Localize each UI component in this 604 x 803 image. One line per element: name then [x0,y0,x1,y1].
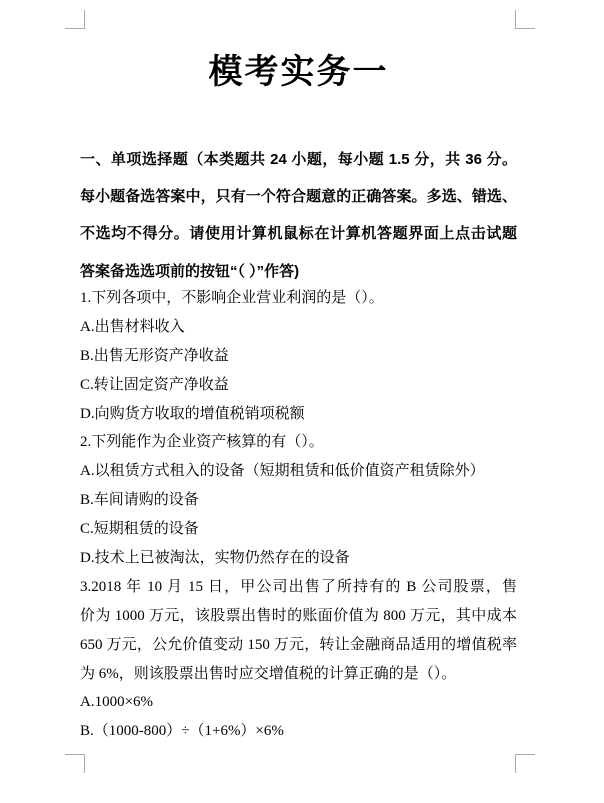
instructions-line: 答案备选选项前的按钮“（ ）”作答) [80,262,300,280]
instructions-line: 不选均不得分。请使用计算机鼠标在计算机答题界面上点击试题 [80,225,517,243]
question-3-option-a: A.1000×6% [80,694,154,711]
question-2-option-a: A.以租赁方式租入的设备（短期租赁和低价值资产租赁除外） [80,463,485,480]
instructions-line: 每小题备选答案中，只有一个符合题意的正确答案。多选、错选、 [80,188,517,206]
question-3-stem-line: 3.2018 年 10 月 15 日，甲公司出售了所持有的 B 公司股票，售 [80,578,517,595]
question-2 [80,428,517,572]
question-3 [80,573,517,746]
question-1 [80,284,517,428]
question-1-stem: 1.下列各项中，不影响企业营业利润的是（）。 [80,290,384,306]
crop-mark-top-left [65,10,85,29]
questions-area [80,284,517,746]
crop-mark-bottom-right [515,754,535,773]
section-instructions [80,141,517,290]
question-1-option-a: A.出售材料收入 [80,318,185,335]
question-2-option-b: B.车间请购的设备 [80,492,199,509]
question-2-option-d: D.技术上已被淘汰，实物仍然存在的设备 [80,550,350,567]
question-3-stem-line: 650 万元，公允价值变动 150 万元，转让金融商品适用的增值税率 [80,636,517,653]
page-title: 模考实务一 [208,53,389,91]
question-3-stem-line: 为 6%，则该股票出售时应交增值税的计算正确的是（）。 [80,665,457,682]
crop-mark-bottom-left [65,754,85,773]
question-1-option-b: B.出售无形资产净收益 [80,347,229,364]
question-3-stem-line: 价为 1000 万元，该股票出售时的账面价值为 800 万元，其中成本 [80,607,517,624]
question-2-option-c: C.短期租赁的设备 [80,521,199,538]
instructions-line: 一、单项选择题（本类题共 24 小题，每小题 1.5 分，共 36 分。 [80,151,517,168]
crop-mark-top-right [515,10,535,29]
question-3-option-b: B.（1000-800）÷（1+6%）×6% [80,723,284,740]
question-2-stem: 2.下列能作为企业资产核算的有（）。 [80,434,324,451]
question-1-option-c: C.转让固定资产净收益 [80,376,229,393]
question-1-option-d: D.向购货方收取的增值税销项税额 [80,405,305,422]
